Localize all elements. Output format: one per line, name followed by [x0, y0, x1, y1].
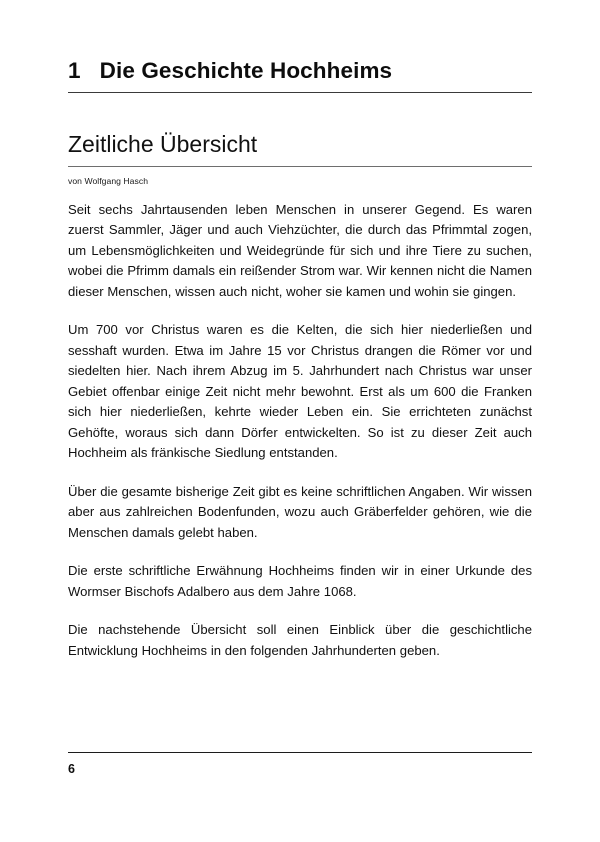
paragraph: Seit sechs Jahrtausenden leben Menschen in unserer Gegend. Es waren zuerst Sammler, Jäger und auch Viehzüchter, die durch das Pfrimmtal zogen, um Lebensmöglichkeiten und Weidegründe für sich und ihre Tiere zu suchen, wobei die Pfrimm damals ein reißender Strom war. Wir kennen nicht die Namen dieser Menschen, wissen auch nicht, woher sie kamen und wohin sie gingen. — [68, 201, 532, 299]
paragraph: Die nachstehende Übersicht soll einen Einblick über die geschichtliche Entwicklung Hochheims in den folgenden Jahrhunderten geben. — [68, 622, 532, 658]
chapter-title: 1 Die Geschichte Hochheims — [68, 58, 393, 83]
section-title: Zeitliche Übersicht — [68, 130, 258, 157]
body-text-block — [68, 186, 532, 662]
section-heading-block — [68, 93, 532, 186]
page-footer — [68, 752, 532, 776]
paragraph: Um 700 vor Christus waren es die Kelten, die sich hier niederließen und sesshaft wurden. Etwa im Jahre 15 vor Christus drangen die Römer vor und siedelten hier. Nach ihrem Abzug im 5. Jahrhundert nach Christus war unser Gebiet offenbar einige Zeit nicht mehr bewohnt. Erst als um 600 die Franken sich hier niederließen, kehrte wieder Leben ein. Sie errichteten zunächst Gehöfte, woraus sich dann Dörfer entwickelten. So ist zu dieser Zeit auch Hochheim als fränkische Siedlung entstanden. — [68, 322, 532, 461]
paragraph: Über die gesamte bisherige Zeit gibt es keine schriftlichen Angaben. Wir wissen aber aus zahlreichen Bodenfunden, wozu auch Gräberfelder gehören, wie die Menschen damals gelebt haben. — [68, 483, 532, 540]
page-content — [68, 0, 532, 661]
chapter-heading-block — [68, 0, 532, 93]
paragraph: Die erste schriftliche Erwähnung Hochheims finden wir in einer Urkunde des Wormser Bischofs Adalbero aus dem Jahre 1068. — [68, 563, 532, 599]
page-number: 6 — [68, 762, 75, 776]
author-byline: von Wolfgang Hasch — [68, 175, 149, 186]
